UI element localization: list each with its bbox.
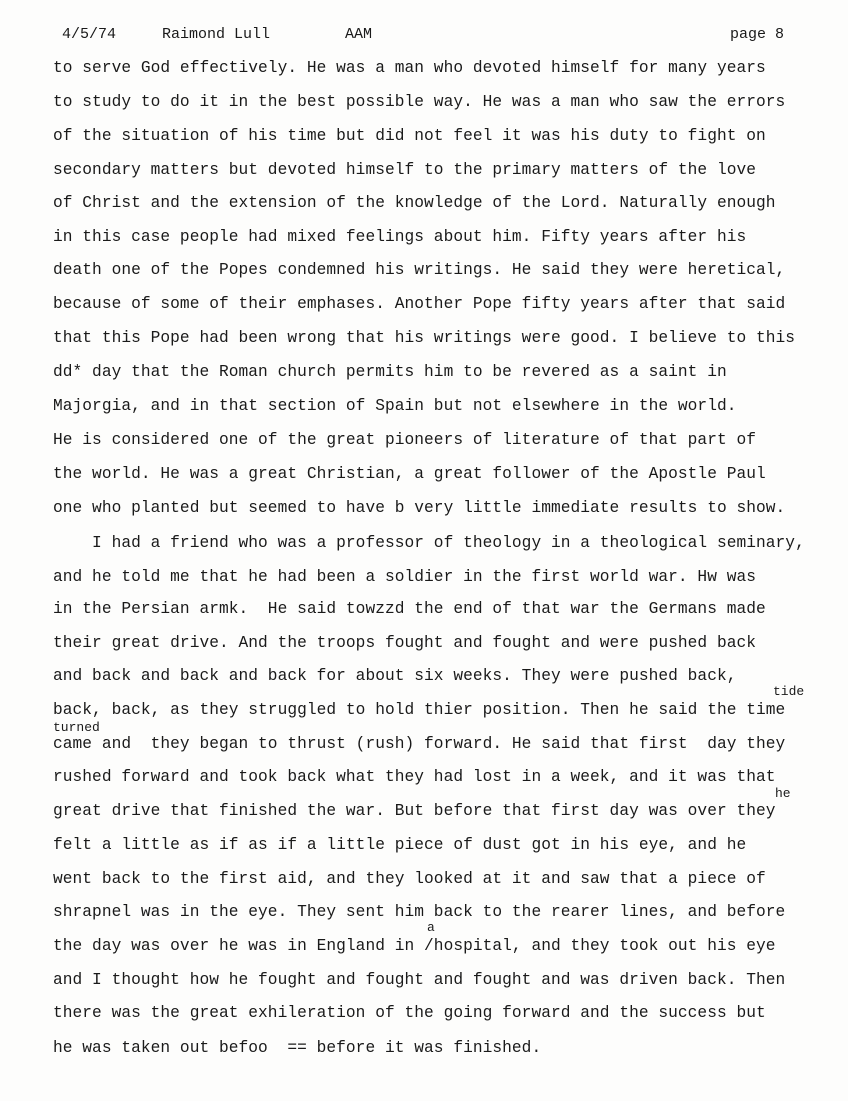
text-line: and he told me that he had been a soldier in the first world war. Hw was bbox=[53, 568, 757, 586]
header-initials: AAM bbox=[345, 26, 373, 43]
text-line: one who planted but seemed to have b very little immediate results to show. bbox=[53, 499, 786, 517]
text-line: of the situation of his time but did not feel it was his duty to fight on bbox=[53, 127, 766, 145]
text-line: of Christ and the extension of the knowledge of the Lord. Naturally enough bbox=[53, 194, 776, 212]
text-line: went back to the first aid, and they looked at it and saw that a piece of bbox=[53, 870, 766, 888]
text-line: because of some of their emphases. Another Pope fifty years after that said bbox=[53, 295, 786, 313]
text-line: secondary matters but devoted himself to the primary matters of the love bbox=[53, 161, 757, 179]
text-line: Majorgia, and in that section of Spain but not elsewhere in the world. bbox=[53, 397, 737, 415]
text-line: I had a friend who was a professor of theology in a theological seminary, bbox=[53, 534, 805, 552]
text-line: rushed forward and took back what they had lost in a week, and it was that bbox=[53, 768, 776, 786]
text-line: there was the great exhileration of the going forward and the success but bbox=[53, 1004, 766, 1022]
text-line: death one of the Popes condemned his writings. He said they were heretical, bbox=[53, 261, 786, 279]
text-line: their great drive. And the troops fought and fought and were pushed back bbox=[53, 634, 757, 652]
text-line: and back and back and back for about six weeks. They were pushed back, bbox=[53, 667, 737, 685]
text-line: great drive that finished the war. But before that first day was over they bbox=[53, 802, 776, 820]
insertion-turned: turned bbox=[53, 720, 100, 735]
header-subject: Raimond Lull bbox=[162, 26, 271, 43]
text-line: to study to do it in the best possible way. He was a man who saw the errors bbox=[53, 93, 786, 111]
text-line: he was taken out befoo == before it was finished. bbox=[53, 1039, 542, 1057]
text-line: that this Pope had been wrong that his writings were good. I believe to this bbox=[53, 329, 796, 347]
text-line: came and they began to thrust (rush) forward. He said that first day they bbox=[53, 735, 786, 753]
header-date: 4/5/74 bbox=[62, 26, 117, 43]
text-line: in the Persian armk. He said towzzd the end of that war the Germans made bbox=[53, 600, 766, 618]
text-line: and I thought how he fought and fought and fought and was driven back. Then bbox=[53, 971, 786, 989]
insertion-a: a bbox=[427, 920, 435, 935]
text-line: the day was over he was in England in /hospital, and they took out his eye bbox=[53, 937, 776, 955]
text-line: back, back, as they struggled to hold thier position. Then he said the time bbox=[53, 701, 786, 719]
text-line: felt a little as if as if a little piece of dust got in his eye, and he bbox=[53, 836, 747, 854]
insertion-he: he bbox=[775, 786, 791, 801]
text-line: to serve God effectively. He was a man who devoted himself for many years bbox=[53, 59, 766, 77]
text-line: dd* day that the Roman church permits him to be revered as a saint in bbox=[53, 363, 727, 381]
text-line: the world. He was a great Christian, a great follower of the Apostle Paul bbox=[53, 465, 766, 483]
header-page-number: page 8 bbox=[730, 26, 785, 43]
text-line: He is considered one of the great pioneers of literature of that part of bbox=[53, 431, 757, 449]
text-line: in this case people had mixed feelings about him. Fifty years after his bbox=[53, 228, 747, 246]
text-line: shrapnel was in the eye. They sent him back to the rearer lines, and before bbox=[53, 903, 786, 921]
insertion-tide: tide bbox=[773, 684, 805, 699]
